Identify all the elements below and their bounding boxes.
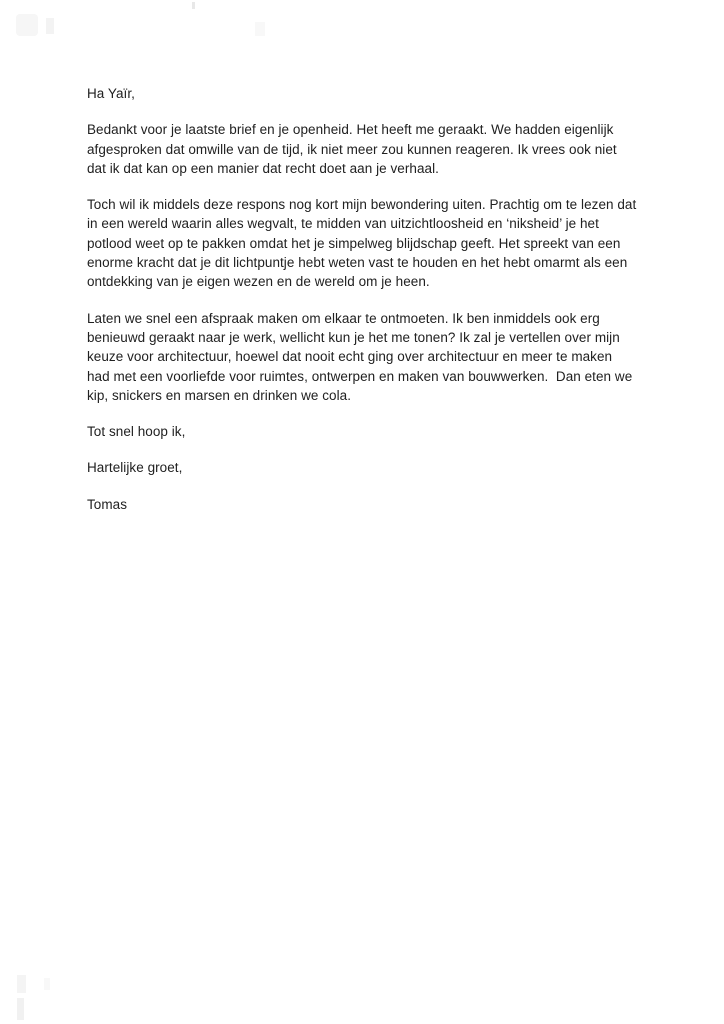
scan-artifact <box>46 18 54 34</box>
scan-artifact <box>17 998 24 1020</box>
letter-paragraph-2: Toch wil ik middels deze respons nog kort mijn bewondering uiten. Prachtig om te lezen dat in een wereld waarin alles wegvalt, te midden van uitzichtloosheid en ‘niksheid’ je het potlood weet op te pakken omdat het je simpelweg blijdschap geeft. Het spreekt van een enorme kracht dat je dit lichtpuntje hebt weten vast te houden en het hebt omarmt als een ontdekking van je eigen wezen en de wereld om je heen. <box>87 197 641 290</box>
salutation: Ha Yaïr, <box>87 86 135 101</box>
signature-name: Tomas <box>87 496 128 512</box>
scan-artifact <box>255 22 265 36</box>
letter-paragraph-3: Laten we snel een afspraak maken om elkaar te ontmoeten. Ik ben inmiddels ook erg benieuwd geraakt naar je werk, wellicht kun je het me tonen? Ik zal je vertellen over mijn keuze voor architectuur, hoewel dat nooit echt ging over architectuur en meer te maken had met een voorliefde voor ruimtes, ontwerpen en maken van bouwwerken. Dan eten we kip, snickers en marsen en drinken we cola. <box>87 310 637 403</box>
letter-paragraph-1: Bedankt voor je laatste brief en je openheid. Het heeft me geraakt. We hadden eigenlijk afgesproken dat omwille van de tijd, ik niet meer zou kunnen reageren. Ik vrees ook niet dat ik dat kan op een manier dat recht doet aan je verhaal. <box>87 122 621 176</box>
scan-artifact <box>44 978 50 990</box>
closing-line: Tot snel hoop ik, <box>87 424 186 440</box>
scan-artifact <box>17 975 26 993</box>
scan-artifact <box>192 2 195 9</box>
scan-artifact <box>16 14 38 36</box>
letter-body <box>87 84 641 531</box>
signoff-line: Hartelijke groet, <box>87 460 183 476</box>
